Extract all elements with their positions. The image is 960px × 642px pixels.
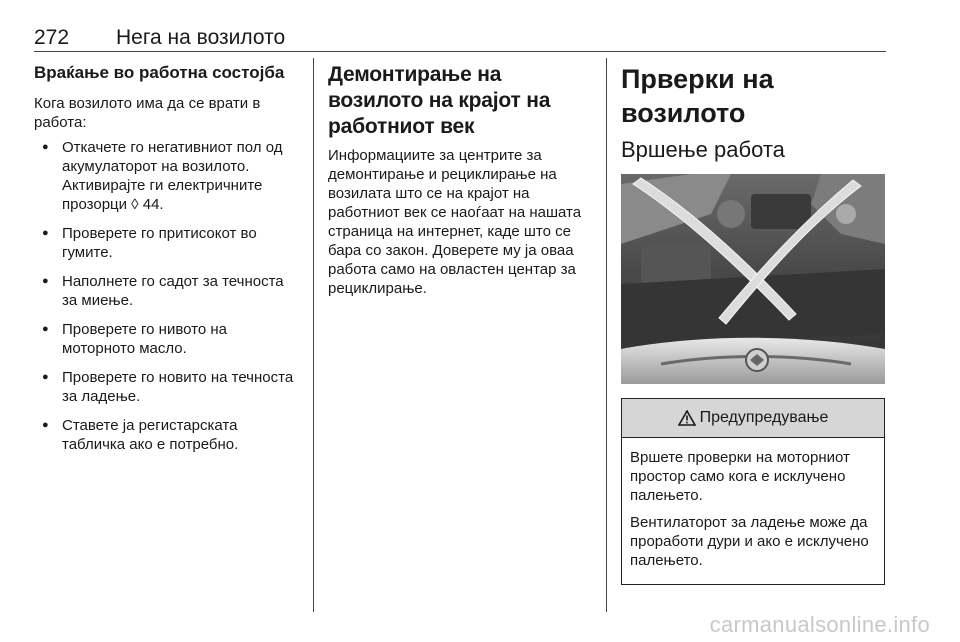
header-rule [34,51,886,52]
body-text: Информациите за центрите за демонтирање и рециклирање на возилата што се на крајот на работниот век се наоѓаат на нашата страница на интернет, каде што се бара со закон. Доверете му ја оваа работа само на овластен центар за рециклирање. [328,147,582,297]
warning-box [621,398,885,585]
section-restore [34,62,296,464]
warning-text: Вршете проверки на моторниот простор само кога е исклучено палењето. [630,449,850,504]
warning-title: Предупредување [699,409,829,426]
list-item: ● Проверете го притисокот во гумите. [34,224,296,262]
section-checks [621,62,885,585]
engine-bay-photo [621,174,885,384]
warning-text: Вентилаторот за ладење може да проработи дури и ако е исклучено палењето. [630,514,869,569]
page-header [34,26,886,50]
page-number: 272 [34,26,70,49]
intro-text: Кога возилото има да се врати в работа: [34,95,261,131]
column-divider [606,58,607,612]
column-divider [313,58,314,612]
warning-triangle-icon [678,410,696,426]
section-heading: Прверки на возилото [621,64,774,128]
warning-header [622,399,884,438]
checklist [34,138,296,454]
section-subheading: Вршење работа [621,137,785,162]
warning-body [622,438,884,584]
section-heading: Враќање во работна состојба [34,63,285,82]
list-item: ● Проверете го новито на течноста за ладење. [34,368,296,406]
list-item: ● Проверете го нивото на моторното масло. [34,320,296,358]
page-title: Нега на возилото [116,26,286,49]
section-heading: Демонтирање на возилото на крајот на работниот век [328,63,551,138]
list-item: ● Ставете ја регистарската табличка ако е потребно. [34,416,296,454]
list-item: ● Наполнете го садот за течноста за миење. [34,272,296,310]
watermark: carmanualsonline.info [709,612,930,637]
section-disposal [328,62,596,304]
list-item: ● Откачете го негативниот пол од акумулаторот на возилото. Активирајте ги електричните прозорци ◊ 44. [34,138,296,214]
